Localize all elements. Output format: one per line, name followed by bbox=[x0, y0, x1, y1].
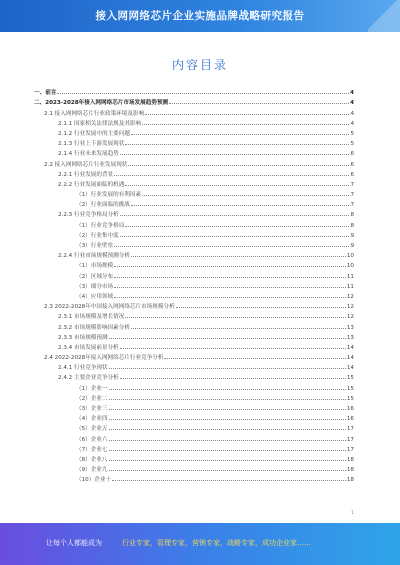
toc-leader-dots bbox=[145, 113, 349, 115]
toc-entry-label: （1）行业竞争格局 bbox=[76, 222, 125, 229]
toc-leader-dots bbox=[142, 123, 349, 125]
toc-entry-label: 二、2023-2028年接入网网络芯片市场发展趋势预测 bbox=[34, 100, 169, 107]
toc-leader-dots bbox=[114, 276, 346, 278]
toc-entry-label: 2.2.1 行业发展的背景 bbox=[58, 171, 114, 178]
toc-entry-page: 18 bbox=[346, 456, 354, 463]
toc-entry-page: 5 bbox=[350, 130, 354, 137]
toc-entry-page: 15 bbox=[346, 395, 354, 402]
toc-leader-dots bbox=[120, 235, 350, 237]
toc-entry-page: 7 bbox=[350, 202, 354, 209]
toc-entry-label: 一、前言 bbox=[34, 90, 57, 97]
toc-leader-dots bbox=[128, 164, 349, 166]
toc-entry[interactable] bbox=[34, 351, 354, 361]
toc-entry-label: 2.4.2 主要企业竞争分析 bbox=[58, 375, 119, 382]
toc-leader-dots bbox=[131, 255, 346, 257]
toc-entry-label: （2）行业面临的挑战 bbox=[76, 202, 130, 209]
toc-leader-dots bbox=[120, 347, 346, 349]
toc-leader-dots bbox=[109, 439, 346, 441]
toc-leader-dots bbox=[176, 306, 346, 308]
toc-leader-dots bbox=[109, 459, 346, 461]
toc-leader-dots bbox=[120, 214, 350, 216]
document-footer bbox=[0, 523, 400, 565]
toc-entry-label: （2）区域分布 bbox=[76, 273, 114, 280]
toc-leader-dots bbox=[112, 479, 346, 481]
toc-entry[interactable] bbox=[34, 300, 354, 310]
toc-entry-label: （4）应用领域 bbox=[76, 293, 114, 300]
toc-entry-page: 4 bbox=[350, 100, 354, 107]
toc-entry-page: 6 bbox=[350, 151, 354, 158]
toc-leader-dots bbox=[57, 92, 349, 94]
toc-entry[interactable] bbox=[34, 331, 354, 341]
toc-leader-dots bbox=[109, 449, 346, 451]
toc-entry-page: 5 bbox=[350, 141, 354, 148]
toc-entry-label: （3）企业三 bbox=[76, 406, 108, 412]
toc-entry[interactable] bbox=[34, 188, 354, 198]
toc-leader-dots bbox=[109, 408, 346, 410]
toc-entry-label: 2.2.3 行业竞争格局分析 bbox=[58, 212, 119, 219]
toc-entry[interactable] bbox=[34, 443, 354, 453]
toc-entry-page: 14 bbox=[346, 344, 354, 351]
footer-left-text: 让每个人都能成为 bbox=[46, 539, 102, 547]
toc-entry[interactable] bbox=[34, 229, 354, 239]
toc-leader-dots bbox=[114, 174, 349, 176]
header-decoration bbox=[368, 0, 400, 32]
toc-entry-label: （7）企业七 bbox=[76, 446, 108, 453]
toc-entry-page: 7 bbox=[350, 192, 354, 199]
toc-leader-dots bbox=[131, 327, 346, 329]
document-header bbox=[0, 0, 400, 32]
toc-entry[interactable] bbox=[34, 412, 354, 422]
toc-entry-page: 18 bbox=[346, 477, 354, 484]
toc-entry-label: （1）企业一 bbox=[76, 385, 108, 392]
toc-leader-dots bbox=[114, 286, 346, 288]
toc-entry-page: 11 bbox=[346, 273, 354, 280]
toc-entry-label: （9）企业九 bbox=[76, 467, 108, 474]
toc-entry-page: 10 bbox=[346, 253, 354, 260]
toc-entry-page: 6 bbox=[350, 161, 354, 168]
toc-entry-page: 6 bbox=[350, 171, 354, 178]
toc-entry-label: （1）行业发展的有利因素 bbox=[76, 192, 142, 199]
toc-entry-label: 2.4.1 行业竞争现状 bbox=[58, 365, 108, 372]
toc-entry-label: 2.1.4 行业未来发展趋势 bbox=[58, 151, 119, 158]
toc-entry-label: （1）市场规模 bbox=[76, 263, 114, 270]
toc-leader-dots bbox=[164, 357, 345, 359]
header-title: 接入网网络芯片企业实施品牌战略研究报告 bbox=[95, 10, 305, 22]
toc-title: 内容目录 bbox=[171, 58, 228, 72]
toc-entry-label: （4）企业四 bbox=[76, 416, 108, 423]
toc-entry-label: （10）企业十 bbox=[76, 477, 112, 484]
toc-entry-page: 12 bbox=[346, 314, 354, 321]
toc-entry[interactable] bbox=[34, 259, 354, 269]
toc-entry-label: 2.1.1 国家相关法律法规及其影响 bbox=[58, 120, 142, 127]
toc-entry[interactable] bbox=[34, 341, 354, 351]
toc-leader-dots bbox=[114, 265, 346, 267]
toc-leader-dots bbox=[125, 184, 349, 186]
toc-entry-page: 12 bbox=[346, 293, 354, 300]
table-of-contents bbox=[34, 86, 354, 483]
toc-entry-label: （5）企业五 bbox=[76, 426, 108, 433]
toc-entry[interactable] bbox=[34, 178, 354, 188]
toc-entry-label: （6）企业六 bbox=[76, 436, 108, 443]
toc-entry-page: 7 bbox=[350, 181, 354, 188]
toc-entry[interactable] bbox=[34, 239, 354, 249]
toc-leader-dots bbox=[109, 337, 346, 339]
toc-leader-dots bbox=[109, 367, 346, 369]
toc-leader-dots bbox=[114, 245, 349, 247]
toc-entry[interactable] bbox=[34, 127, 354, 137]
toc-entry[interactable] bbox=[34, 269, 354, 279]
toc-entry[interactable] bbox=[34, 361, 354, 371]
toc-entry-label: 2.4 2022-2028年接入网网络芯片行业竞争分析 bbox=[44, 355, 164, 362]
toc-entry-page: 15 bbox=[346, 385, 354, 392]
toc-entry-page: 17 bbox=[346, 446, 354, 453]
toc-entry-page: 17 bbox=[346, 436, 354, 443]
toc-leader-dots bbox=[131, 204, 350, 206]
toc-leader-dots bbox=[125, 143, 349, 145]
toc-leader-dots bbox=[109, 428, 346, 430]
toc-entry[interactable] bbox=[34, 290, 354, 300]
toc-entry-page: 16 bbox=[346, 406, 354, 412]
toc-leader-dots bbox=[120, 377, 346, 379]
toc-entry-label: （3）细分市场 bbox=[76, 283, 114, 290]
toc-entry-page: 14 bbox=[346, 355, 354, 362]
toc-entry-label: 2.3.3 市场规模预测 bbox=[58, 334, 108, 341]
toc-entry-page: 4 bbox=[350, 90, 354, 97]
toc-entry[interactable] bbox=[34, 137, 354, 147]
toc-entry[interactable] bbox=[34, 280, 354, 290]
toc-leader-dots bbox=[120, 153, 350, 155]
toc-entry[interactable] bbox=[34, 117, 354, 127]
toc-entry[interactable] bbox=[34, 218, 354, 228]
toc-entry-page: 18 bbox=[346, 467, 354, 474]
toc-entry-label: （2）行业集中度 bbox=[76, 232, 119, 239]
toc-entry-page: 4 bbox=[350, 110, 354, 117]
toc-entry[interactable] bbox=[34, 432, 354, 442]
toc-entry-page: 15 bbox=[346, 375, 354, 382]
toc-entry[interactable] bbox=[34, 310, 354, 320]
toc-leader-dots bbox=[125, 225, 349, 227]
toc-entry[interactable] bbox=[34, 371, 354, 381]
page-number: 1 bbox=[350, 510, 354, 516]
toc-entry-label: 2.1.2 行业发展中的主要问题 bbox=[58, 130, 130, 137]
toc-entry-page: 16 bbox=[346, 416, 354, 423]
toc-entry-label: 2.2 接入网网络芯片行业发展现状 bbox=[44, 161, 128, 168]
toc-leader-dots bbox=[109, 469, 346, 471]
toc-entry[interactable] bbox=[34, 320, 354, 330]
toc-leader-dots bbox=[109, 418, 346, 420]
toc-entry-label: 2.1 接入网网络芯片行业政策环境及影响 bbox=[44, 110, 145, 117]
toc-entry-label: 2.2.2 行业发展面临的机遇 bbox=[58, 181, 125, 188]
toc-leader-dots bbox=[114, 296, 346, 298]
toc-entry-label: 2.3.4 市场发展前景分析 bbox=[58, 344, 119, 351]
toc-entry[interactable] bbox=[34, 96, 354, 106]
toc-entry-label: 2.3.2 市场规模影响因素分析 bbox=[58, 324, 130, 331]
toc-entry-page: 14 bbox=[346, 365, 354, 372]
toc-entry[interactable] bbox=[34, 86, 354, 96]
toc-entry-page: 4 bbox=[350, 120, 354, 127]
toc-entry[interactable] bbox=[34, 147, 354, 157]
toc-entry[interactable] bbox=[34, 157, 354, 167]
toc-entry[interactable] bbox=[34, 453, 354, 463]
toc-entry[interactable] bbox=[34, 463, 354, 473]
toc-leader-dots bbox=[142, 194, 349, 196]
toc-entry-page: 9 bbox=[350, 243, 354, 249]
toc-entry-page: 8 bbox=[350, 222, 354, 229]
toc-entry-label: 2.3.1 市场规模及增长情况 bbox=[58, 314, 125, 321]
toc-entry[interactable] bbox=[34, 381, 354, 391]
toc-entry-page: 12 bbox=[346, 304, 354, 311]
toc-entry-label: 2.1.3 行业上下游发展现状 bbox=[58, 141, 125, 148]
toc-leader-dots bbox=[169, 102, 349, 104]
toc-entry-label: 2.2.4 行业市场规模预测分析 bbox=[58, 253, 130, 260]
toc-entry-page: 13 bbox=[346, 334, 354, 341]
toc-leader-dots bbox=[109, 398, 346, 400]
footer-right-text: 行业专家，管理专家，营销专家，战略专家，成功企业家…… bbox=[122, 539, 311, 547]
toc-entry[interactable] bbox=[34, 168, 354, 178]
toc-entry-label: （2）企业二 bbox=[76, 395, 108, 402]
toc-leader-dots bbox=[109, 388, 346, 390]
toc-entry[interactable] bbox=[34, 402, 354, 412]
toc-entry[interactable] bbox=[34, 392, 354, 402]
toc-entry-page: 13 bbox=[346, 324, 354, 331]
toc-entry[interactable] bbox=[34, 422, 354, 432]
toc-entry[interactable] bbox=[34, 249, 354, 259]
toc-entry-label: （8）企业八 bbox=[76, 456, 108, 463]
toc-leader-dots bbox=[131, 133, 349, 135]
toc-entry[interactable] bbox=[34, 473, 354, 483]
toc-entry[interactable] bbox=[34, 106, 354, 116]
toc-leader-dots bbox=[125, 316, 346, 318]
toc-entry[interactable] bbox=[34, 198, 354, 208]
toc-entry-page: 9 bbox=[350, 232, 354, 239]
toc-entry-label: 2.3 2022-2028年中国接入网网络芯片市场规模分析 bbox=[44, 304, 175, 311]
toc-entry[interactable] bbox=[34, 208, 354, 218]
toc-entry-page: 10 bbox=[346, 263, 354, 270]
toc-entry-page: 11 bbox=[346, 283, 354, 290]
toc-entry-page: 8 bbox=[350, 212, 354, 219]
toc-entry-page: 17 bbox=[346, 426, 354, 433]
toc-entry-label: （3）行业壁垒 bbox=[76, 243, 114, 249]
